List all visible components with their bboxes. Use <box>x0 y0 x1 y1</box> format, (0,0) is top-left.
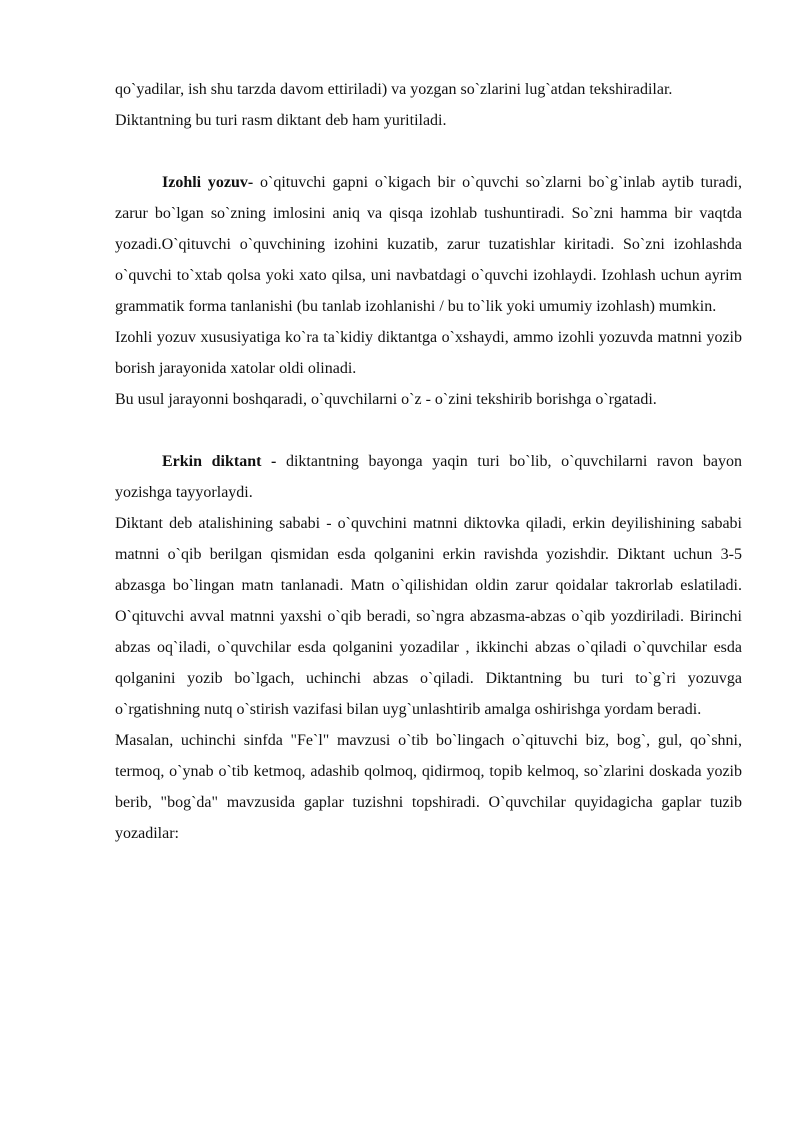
term-izohli-yozuv: Izohli yozuv- <box>162 174 254 191</box>
definition-erkin-diktant: diktantning bayonga yaqin turi bo`lib, o`quvchilarni ravon bayon yozishga tayyorlaydi. <box>115 453 743 501</box>
paragraph-izohli-yozuv <box>115 167 742 322</box>
paragraph-masalan: Masalan, uchinchi sinfda "Fe`l" mavzusi o`tib bo`lingach o`qituvchi biz, bog`, gul, qo`shni, termoq, o`ynab o`tib ketmoq, adashib qolmoq, qidirmoq, topib kelmoq, so`zlarini doskada yozib berib, "bog`da" mavzusida gaplar tuzishni topshiradi. O`quvchilar quyidagicha gaplar tuzib yozadilar: <box>115 732 742 842</box>
definition-izohli-yozuv: o`qituvchi gapni o`kigach bir o`quvchi so`zlarni bo`g`inlab aytib turadi, zarur bo`lgan so`zning imlosini aniq va qisqa izohlab tushuntiradi. So`zni hamma bir vaqtda yozadi.O`qituvchi o`quvchining izohini kuzatib, zarur tuzatishlar kiritadi. So`zni izohlashda o`quvchi to`xtab qolsa yoki xato qilsa, uni navbatdagi o`quvchi izohlaydi. Izohlash uchun ayrim grammatik forma tanlanishi (bu tanlab izohlanishi / bu to`lik yoki umumiy izohlash) mumkin. <box>115 174 742 315</box>
paragraph-rasm-diktant: Diktantning bu turi rasm diktant deb ham yuritiladi. <box>115 112 447 129</box>
paragraph-erkin-diktant <box>115 446 742 508</box>
paragraph-continuation: qo`yadilar, ish shu tarzda davom ettiriladi) va yozgan so`zlarini lug`atdan tekshiradilar. <box>115 81 673 98</box>
paragraph-spacer <box>115 136 742 167</box>
paragraph-spacer <box>115 415 742 446</box>
paragraph-diktant-sababi: Diktant deb atalishining sababi - o`quvchini matnni diktovka qiladi, erkin deyilishining sababi matnni o`qib berilgan qismidan esda qolganini erkin ravishda yozishdir. Diktant uchun 3-5 abzasga bo`lingan matn tanlanadi. Matn o`qilishidan oldin zarur qoidalar takrorlab eslatiladi. O`qituvchi avval matnni yaxshi o`qib beradi, so`ngra abzasma-abzas o`qib yozdiriladi. Birinchi abzas oq`iladi, o`quvchilar esda qolganini yozadilar , ikkinchi abzas o`qiladi o`quvchilar esda qolganini yozib bo`lgach, uchinchi abzas o`qiladi. Diktantning bu turi to`g`ri yozuvga o`rgatishning nutq o`stirish vazifasi bilan uyg`unlashtirib amalga oshirishga yordam beradi. <box>115 515 742 718</box>
paragraph-izohli-yozuv-xususiyati: Izohli yozuv xususiyatiga ko`ra ta`kidiy diktantga o`xshaydi, ammo izohli yozuvda matnni yozib borish jarayonida xatolar oldi olinadi. <box>115 329 742 377</box>
paragraph-usul-jarayoni: Bu usul jarayonni boshqaradi, o`quvchilarni o`z - o`zini tekshirib borishga o`rgatadi. <box>115 391 657 408</box>
document-page <box>115 74 742 849</box>
term-erkin-diktant: Erkin diktant - <box>162 453 277 470</box>
